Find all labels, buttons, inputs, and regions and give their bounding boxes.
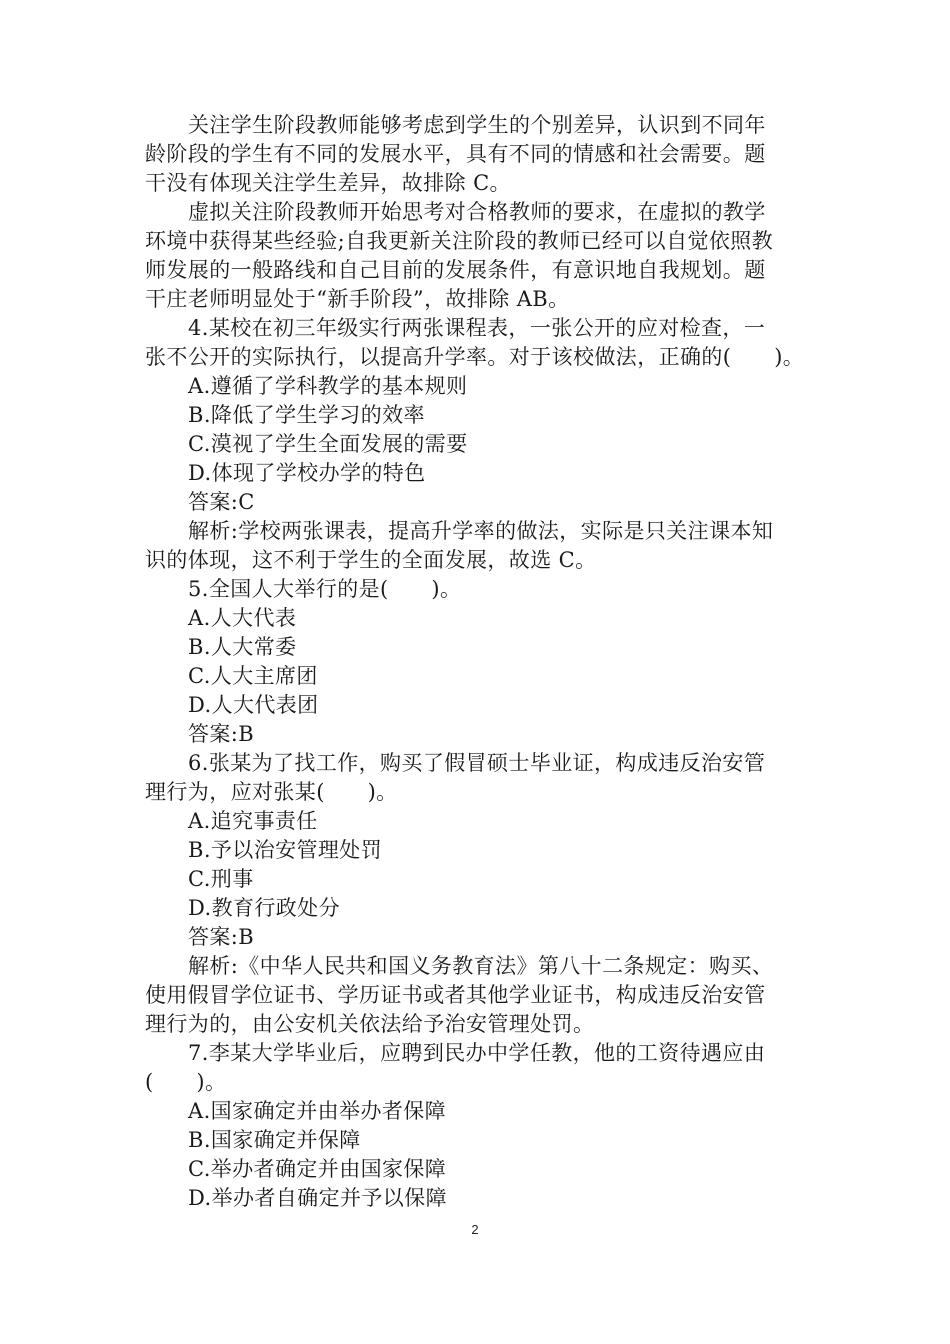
text-line: D.举办者自确定并予以保障 [188,1186,447,1210]
text-line: 6.张某为了找工作，购买了假冒硕士毕业证，构成违反治安管 [188,751,766,775]
text-line: 关注学生阶段教师能够考虑到学生的个别差异，认识到不同年 [188,113,766,137]
text-line: C.刑事 [188,867,254,891]
text-line: C.漠视了学生全面发展的需要 [188,432,468,456]
text-line: 环境中获得某些经验;自我更新关注阶段的教师已经可以自觉依照教 [145,229,774,253]
text-line: A.国家确定并由举办者保障 [188,1099,447,1123]
text-line: B.国家确定并保障 [188,1128,361,1152]
text-line: 5.全国人大举行的是( )。 [188,577,462,601]
text-line: 干庄老师明显处于“新手阶段”，故排除 AB。 [145,287,570,311]
text-line: 答案:C [188,490,255,514]
text-line: 答案:B [188,722,255,746]
text-line: 龄阶段的学生有不同的发展水平，具有不同的情感和社会需要。题 [145,142,766,166]
text-line: 干没有体现关注学生差异，故排除 C。 [145,171,511,195]
text-line: D.人大代表团 [188,693,319,717]
text-line: 师发展的一般路线和自己目前的发展条件，有意识地自我规划。题 [145,258,766,282]
text-line: 识的体现，这不利于学生的全面发展，故选 C。 [145,548,597,572]
text-line: 虚拟关注阶段教师开始思考对合格教师的要求，在虚拟的教学 [188,200,766,224]
text-line: 解析:《中华人民共和国义务教育法》第八十二条规定：购买、 [188,954,774,978]
text-line: A.人大代表 [188,606,297,630]
text-line: 使用假冒学位证书、学历证书或者其他学业证书，构成违反治安管 [145,983,766,1007]
text-line: 解析:学校两张课表，提高升学率的做法，实际是只关注课本知 [188,519,774,543]
page-number: 2 [471,1222,479,1237]
text-line: 答案:B [188,925,255,949]
text-line: B.人大常委 [188,635,297,659]
text-line: 理行为，应对张某( )。 [145,780,398,804]
text-line: 张不公开的实际执行，以提高升学率。对于该校做法，正确的( )。 [145,345,805,369]
text-line: C.举办者确定并由国家保障 [188,1157,447,1181]
document-body [145,111,815,1213]
text-line: ( )。 [145,1070,227,1094]
text-line: 4.某校在初三年级实行两张课程表，一张公开的应对检查，一 [188,316,766,340]
text-line: C.人大主席团 [188,664,318,688]
text-line: D.教育行政处分 [188,896,340,920]
text-line: B.予以治安管理处罚 [188,838,383,862]
text-line: A.遵循了学科教学的基本规则 [188,374,468,398]
text-line: D.体现了学校办学的特色 [188,461,426,485]
text-line: B.降低了学生学习的效率 [188,403,425,427]
text-line: A.追究事责任 [188,809,318,833]
text-line: 7.李某大学毕业后，应聘到民办中学任教，他的工资待遇应由 [188,1041,766,1065]
text-line: 理行为的，由公安机关依法给予治安管理处罚。 [145,1012,595,1036]
